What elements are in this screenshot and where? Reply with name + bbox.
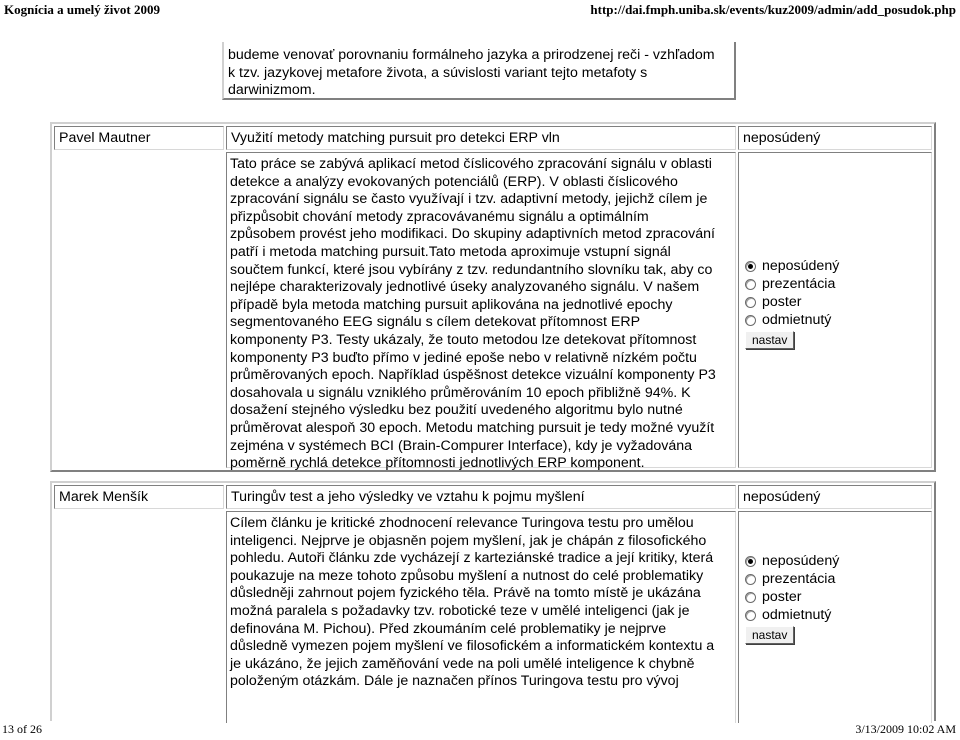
paper-title: Turingův test a jeho výsledky ve vztahu k pojmu myšlení [231, 489, 585, 505]
abstract-line: je ukázáno, že jejich zaměňování vede na poli umělé inteligence k chybně [230, 655, 695, 672]
previous-entry-table [222, 42, 736, 100]
title-cell [226, 126, 736, 150]
rating-option-odmietnuty[interactable] [745, 311, 839, 329]
option-label: odmietnutý [762, 607, 832, 623]
abstract-line: dosahovala u signálu vzniklého průměrováním 10 epoch přibližně 94%. K [230, 384, 691, 401]
abstract-cell [226, 511, 736, 723]
abstract-line: poměrně rychlá detekce přítomnosti jednotlivých ERP komponent. [230, 455, 645, 472]
rating-cell [738, 511, 932, 723]
rating-option-prezentacia[interactable] [745, 570, 839, 588]
review-entry-table [50, 122, 936, 472]
abstract-line: zejména v systémech BCI (Brain-Compurer Interface), kdy je vyžadována [230, 437, 693, 454]
author-name: Marek Menšík [59, 489, 149, 505]
option-label: poster [762, 294, 802, 310]
rating-option-neposudeny[interactable] [745, 552, 839, 570]
rating-cell [738, 152, 932, 468]
radio-button[interactable] [745, 556, 756, 567]
radio-button[interactable] [745, 297, 756, 308]
status-text: neposúdený [743, 489, 821, 505]
abstract-line: položeným otázkám. Dále je naznačen přínos Turingova testu pro vývoj [230, 673, 679, 690]
author-cell [54, 126, 224, 150]
radio-button[interactable] [745, 610, 756, 621]
abstract-line: segmentovaného EEG signálu s cílem detekovat přítomnost ERP [230, 314, 641, 331]
abstract-line: darwinizmom. [228, 82, 316, 99]
abstract-line: nejlépe charakterizovaly jednotlivé úseky analyzovaného signálu. V našem [230, 279, 700, 296]
abstract-line: budeme venovať porovnaniu formálneho jazyka a prirodzenej reči - vzhľadom [228, 47, 715, 63]
print-header [0, 0, 960, 22]
radio-button[interactable] [745, 279, 756, 290]
print-header-url: http://dai.fmph.uniba.sk/events/kuz2009/admin/add_posudok.php [590, 2, 956, 17]
abstract-line: poukazuje na meze tohoto způsobu myšlení a nutnost do celé problematiky [230, 567, 704, 584]
abstract-line: průměrovat alespoň 30 epoch. Metodu matching pursuit je tedy možné využít [230, 419, 715, 436]
abstract-line: patří i metoda matching pursuit.Tato metoda aproximuje vstupní signál [230, 243, 671, 260]
abstract-line: komponenty P3 buďto přímo v jediné epoše nebo v relativně nízkém počtu [230, 349, 697, 366]
abstract-line: Cílem článku je kritické zhodnocení relevance Turingova testu pro umělou [230, 515, 694, 531]
review-entry-table [50, 481, 936, 721]
option-label: neposúdený [762, 553, 840, 569]
abstract-line: přizpůsobit chování metody zpracovávanému signálu a optimálním [230, 208, 649, 225]
abstract-line: k tzv. jazykovej metafore života, a súvislosti variant tejto metafoty s [228, 64, 648, 81]
status-text: neposúdený [743, 130, 821, 146]
rating-option-prezentacia[interactable] [745, 275, 839, 293]
rating-option-poster[interactable] [745, 588, 839, 606]
abstract-cell [226, 152, 736, 472]
author-name: Pavel Mautner [59, 130, 151, 146]
print-footer [0, 720, 960, 740]
abstract-line: pohledu. Autoři článku zde vycházejí z karteziánské tradice a její kritiky, která [230, 550, 714, 567]
set-rating-button[interactable]: nastav [745, 626, 794, 644]
paper-abstract [227, 512, 737, 694]
rating-option-poster[interactable] [745, 293, 839, 311]
print-header-title: Kognícia a umelý život 2009 [4, 2, 160, 17]
radio-button[interactable] [745, 592, 756, 603]
paper-abstract [227, 153, 737, 476]
previous-entry-abstract [228, 47, 734, 100]
paper-title: Využití metody matching pursuit pro detekci ERP vln [231, 130, 560, 146]
abstract-line: zpracování signálu se často využívají i tzv. adaptivní metody, jejichž cílem je [230, 191, 708, 208]
abstract-line: detekce a analýzy evokovaných potenciálů (ERP). V oblasti číslicového [230, 173, 678, 190]
rating-option-neposudeny[interactable] [745, 257, 839, 275]
page-counter: 13 of 26 [2, 722, 42, 736]
radio-button[interactable] [745, 315, 756, 326]
option-label: poster [762, 589, 802, 605]
option-label: neposúdený [762, 258, 840, 274]
abstract-line: součtem funkcí, které jsou vybírány z tzv. redundantního slovníku tak, aby co [230, 261, 713, 278]
radio-button[interactable] [745, 261, 756, 272]
rating-form [745, 552, 839, 644]
status-cell [738, 485, 932, 509]
print-timestamp: 3/13/2009 10:02 AM [855, 722, 956, 736]
abstract-line: Tato práce se zabývá aplikací metod číslicového zpracování signálu v oblasti [230, 156, 712, 172]
abstract-line: možná paralela s požadavky tzv. robotické teze v umělé inteligenci (jak je [230, 602, 690, 619]
title-cell [226, 485, 736, 509]
status-cell [738, 126, 932, 150]
rating-form [745, 257, 839, 349]
abstract-line: důsledněji zahrnout pojem fyzického těla. Právě na tomto místě je ukázána [230, 585, 701, 602]
abstract-line: definována M. Pichou). Před zkoumáním celé problematiky je nejprve [230, 620, 667, 637]
abstract-line: komponenty P3. Testy ukázaly, že touto metodou lze detekovat přítomnost [230, 331, 697, 348]
set-rating-button[interactable]: nastav [745, 331, 794, 349]
rating-option-odmietnuty[interactable] [745, 606, 839, 624]
abstract-line: dosažení stejného výsledku bez použití uvedeného algoritmu bylo nutné [230, 402, 683, 419]
option-label: prezentácia [762, 571, 836, 587]
abstract-line: důsledně vymezen pojem myšlení ve filosofickém a informatickém kontextu a [230, 638, 715, 655]
author-cell [54, 485, 224, 509]
abstract-line: případě byla metoda matching pursuit aplikována na jednotlivé epochy [230, 296, 673, 313]
abstract-line: způsobem provést jeho modifikaci. Do skupiny adaptivních metod zpracování [230, 226, 715, 243]
abstract-line: inteligenci. Nejprve je objasněn pojem myšlení, jak je chápán z filosofického [230, 532, 707, 549]
radio-button[interactable] [745, 574, 756, 585]
option-label: prezentácia [762, 276, 836, 292]
option-label: odmietnutý [762, 312, 832, 328]
abstract-line: průměrovaných epoch. Například úspěšnost detekce vizuální komponenty P3 [230, 367, 716, 384]
